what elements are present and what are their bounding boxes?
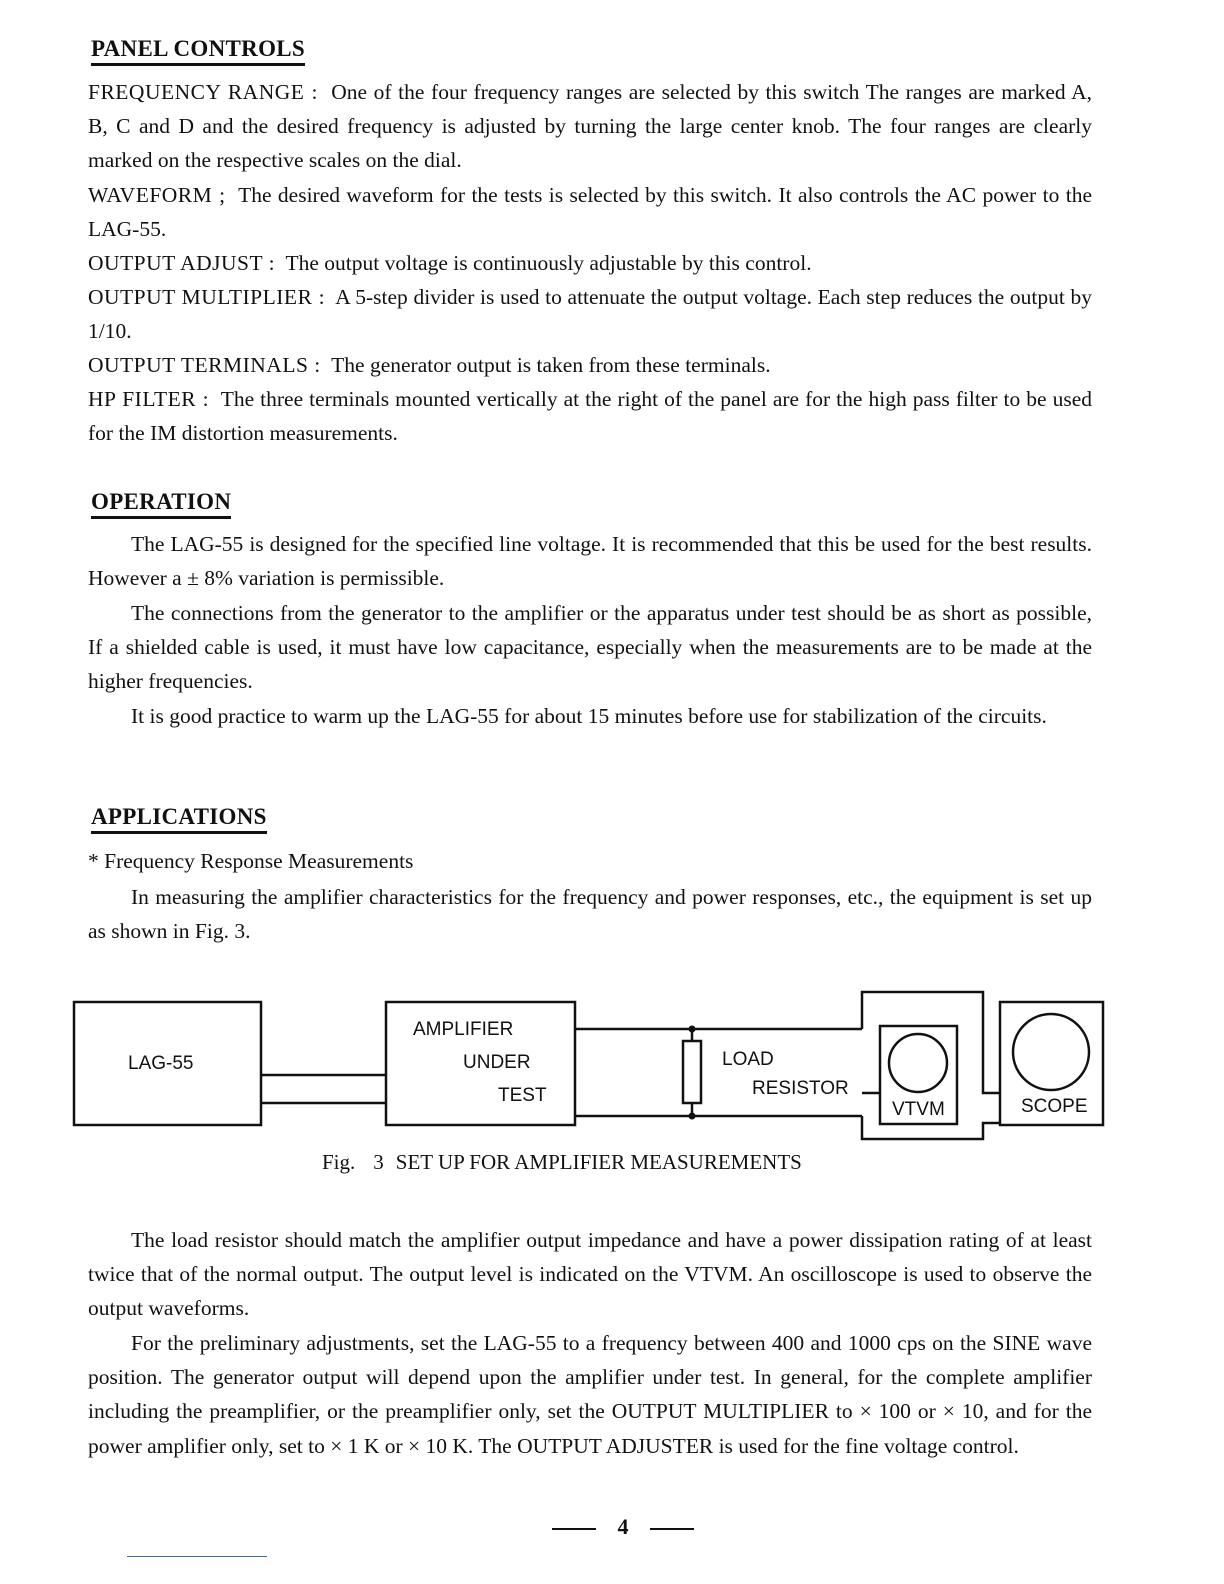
section-heading-operation: OPERATION xyxy=(91,489,231,519)
term-output-multiplier: OUTPUT MULTIPLIER : xyxy=(88,285,326,309)
figure-3-setup-diagram xyxy=(0,985,1224,1145)
term-waveform: WAVEFORM ; xyxy=(88,183,226,207)
desc-frequency-range: One of the four frequency ranges are selected by this switch The ranges are marked A, B, C and D and the desired frequency is adjusted by turning the large center knob. The four ranges are clearly marked on the respective scales on the dial. xyxy=(88,80,1092,173)
panel-control-frequency-range xyxy=(88,75,1092,178)
scope-screen xyxy=(1013,1014,1089,1090)
term-output-terminals: OUTPUT TERMINALS : xyxy=(88,353,321,377)
amplifier-label-line1: AMPLIFIER xyxy=(413,1019,514,1040)
page-number: 4 xyxy=(617,1514,629,1539)
applications-intro: In measuring the amplifier characteristics for the frequency and power responses, etc., the equipment is set up as shown in Fig. 3. xyxy=(88,885,1092,944)
applications-subheading: * Frequency Response Measurements xyxy=(88,849,414,873)
vtvm-label: VTVM xyxy=(892,1099,945,1120)
scan-artifact-line xyxy=(127,1556,267,1557)
vtvm-meter-dial xyxy=(889,1034,947,1092)
panel-control-output-terminals xyxy=(88,348,1092,382)
amplifier-label-line2: UNDER xyxy=(463,1052,531,1073)
term-output-adjust: OUTPUT ADJUST : xyxy=(88,251,276,275)
operation-paragraph-3: It is good practice to warm up the LAG-55 for about 15 minutes before use for stabilization of the circuits. xyxy=(131,704,1047,728)
panel-control-waveform xyxy=(88,178,1092,246)
caption-text: SET UP FOR AMPLIFIER MEASUREMENTS xyxy=(395,1150,802,1174)
load-resistor-symbol xyxy=(683,1041,701,1103)
panel-control-output-multiplier xyxy=(88,280,1092,348)
operation-paragraph-1: The LAG-55 is designed for the specified line voltage. It is recommended that this be used for the best results. However a ± 8% variation is permissible. xyxy=(88,532,1092,591)
desc-output-adjust: The output voltage is continuously adjustable by this control. xyxy=(285,251,812,275)
amplifier-label-line3: TEST xyxy=(498,1085,547,1106)
figure-caption xyxy=(322,1150,802,1175)
applications-paragraph-1: The load resistor should match the amplifier output impedance and have a power dissipation rating of at least twice that of the normal output. The output level is indicated on the VTVM. An oscilloscope is used to observe the output waveforms. xyxy=(88,1228,1092,1321)
applications-paragraph-2: For the preliminary adjustments, set the LAG-55 to a frequency between 400 and 1000 cps on the SINE wave position. The generator output will depend upon the amplifier under test. In general, for the complete amplifier including the preamplifier, or the preamplifier only, set the OUTPUT MULTIPLIER to × 100 or × 10, and for the power amplifier only, set to × 1 K or × 10 K. The OUTPUT ADJUSTER is used for the fine voltage control. xyxy=(88,1331,1092,1458)
lag55-label: LAG-55 xyxy=(128,1053,194,1074)
panel-control-hp-filter xyxy=(88,382,1092,450)
term-hp-filter: HP FILTER : xyxy=(88,387,210,411)
load-label-line2: RESISTOR xyxy=(752,1078,849,1099)
term-frequency-range: FREQUENCY RANGE : xyxy=(88,80,318,104)
junction-dot-bottom xyxy=(689,1113,696,1120)
desc-hp-filter: The three terminals mounted vertically at the right of the panel are for the high pass filter to be used for the IM distortion measurements. xyxy=(88,387,1093,446)
page-footer xyxy=(552,1514,694,1544)
desc-waveform: The desired waveform for the tests is selected by this switch. It also controls the AC power to the LAG-55. xyxy=(88,183,1092,242)
caption-number: 3 xyxy=(373,1150,384,1174)
footer-dash-right xyxy=(650,1528,694,1530)
load-label-line1: LOAD xyxy=(722,1049,774,1070)
panel-control-output-adjust xyxy=(88,246,1092,280)
desc-output-terminals: The generator output is taken from these terminals. xyxy=(331,353,771,377)
caption-prefix: Fig. xyxy=(322,1150,356,1174)
section-heading-panel-controls: PANEL CONTROLS xyxy=(91,36,305,66)
desc-output-multiplier: A 5-step divider is used to attenuate the output voltage. Each step reduces the output by 1/10. xyxy=(88,285,1092,344)
vtvm-enclosure xyxy=(862,992,1000,1093)
section-heading-applications: APPLICATIONS xyxy=(91,804,267,834)
operation-paragraph-2: The connections from the generator to the amplifier or the apparatus under test should be as short as possible, If a shielded cable is used, it must have low capacitance, especially when the measurements are to be made at the higher frequencies. xyxy=(88,601,1092,694)
junction-dot-top xyxy=(689,1026,696,1033)
scope-label: SCOPE xyxy=(1021,1096,1088,1117)
